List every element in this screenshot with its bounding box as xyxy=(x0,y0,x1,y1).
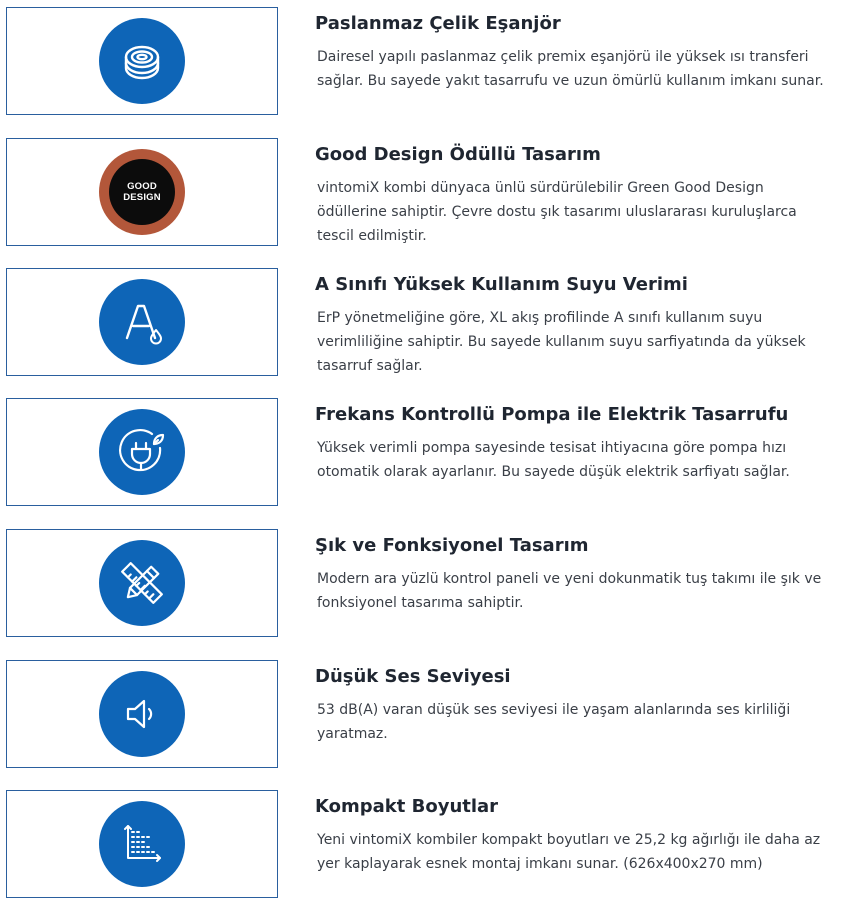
low-sound-speaker-icon xyxy=(116,688,168,740)
feature-title: Good Design Ödüllü Tasarım xyxy=(315,144,601,165)
feature-title: Frekans Kontrollü Pompa ile Elektrik Tasarrufu xyxy=(315,404,789,425)
feature-low-sound xyxy=(0,660,860,772)
pencil-ruler-icon xyxy=(116,557,168,609)
feature-description: Yeni vintomiX kombiler kompakt boyutları ve 25,2 kg ağırlığı ile daha az yer kaplayarak esnek montaj imkanı sunar. (626x400x270 mm) xyxy=(317,832,821,872)
icon-circle xyxy=(99,671,185,757)
feature-title: Kompakt Boyutlar xyxy=(315,796,499,817)
feature-description: 53 dB(A) varan düşük ses seviyesi ile yaşam alanlarında ses kirliliği yaratmaz. xyxy=(317,702,791,742)
feature-pump-electric xyxy=(0,398,860,510)
feature-stylish-design xyxy=(0,529,860,641)
feature-description: Yüksek verimli pompa sayesinde tesisat ihtiyacına göre pompa hızı otomatik olarak ayarlanır. Bu sayede düşük elektrik sarfiyatı sağlar. xyxy=(317,440,790,480)
icon-card xyxy=(6,790,278,898)
a-class-water-icon xyxy=(116,296,168,348)
icon-card xyxy=(6,138,278,246)
feature-title: A Sınıfı Yüksek Kullanım Suyu Verimi xyxy=(315,274,688,295)
icon-circle xyxy=(99,801,185,887)
icon-circle xyxy=(99,279,185,365)
feature-description: vintomiX kombi dünyaca ünlü sürdürülebilir Green Good Design ödüllerine sahiptir. Çevre dostu şık tasarımı uluslararası kuruluşlarca tescil edilmiştir. xyxy=(317,180,797,244)
feature-title: Paslanmaz Çelik Eşanjör xyxy=(315,13,561,34)
icon-card xyxy=(6,529,278,637)
compact-dimensions-icon xyxy=(116,818,168,870)
award-text-line2: DESIGN xyxy=(123,192,161,203)
feature-description: Dairesel yapılı paslanmaz çelik premix eşanjörü ile yüksek ısı transferi sağlar. Bu sayede yakıt tasarrufu ve uzun ömürlü kullanım imkanı sunar. xyxy=(317,49,824,89)
icon-circle xyxy=(99,18,185,104)
feature-description: ErP yönetmeliğine göre, XL akış profilinde A sınıfı kullanım suyu verimliliğine sahiptir. Bu sayede kullanım suyu sarfiyatında da yüksek tasarruf sağlar. xyxy=(317,310,806,374)
feature-compact-dimensions xyxy=(0,790,860,902)
good-design-award-icon xyxy=(99,149,185,235)
icon-card xyxy=(6,660,278,768)
feature-title: Düşük Ses Seviyesi xyxy=(315,666,511,687)
icon-circle xyxy=(99,409,185,495)
stainless-exchanger-icon xyxy=(116,35,168,87)
award-text-line1: GOOD xyxy=(127,181,157,192)
icon-circle xyxy=(99,540,185,626)
feature-a-class-water xyxy=(0,268,860,380)
award-badge xyxy=(109,159,175,225)
feature-description: Modern ara yüzlü kontrol paneli ve yeni dokunmatik tuş takımı ile şık ve fonksiyonel tasarıma sahiptir. xyxy=(317,571,822,611)
icon-card xyxy=(6,398,278,506)
feature-good-design xyxy=(0,138,860,250)
icon-card xyxy=(6,7,278,115)
eco-plug-icon xyxy=(116,426,168,478)
icon-card xyxy=(6,268,278,376)
feature-stainless-exchanger xyxy=(0,7,860,119)
feature-title: Şık ve Fonksiyonel Tasarım xyxy=(315,535,589,556)
